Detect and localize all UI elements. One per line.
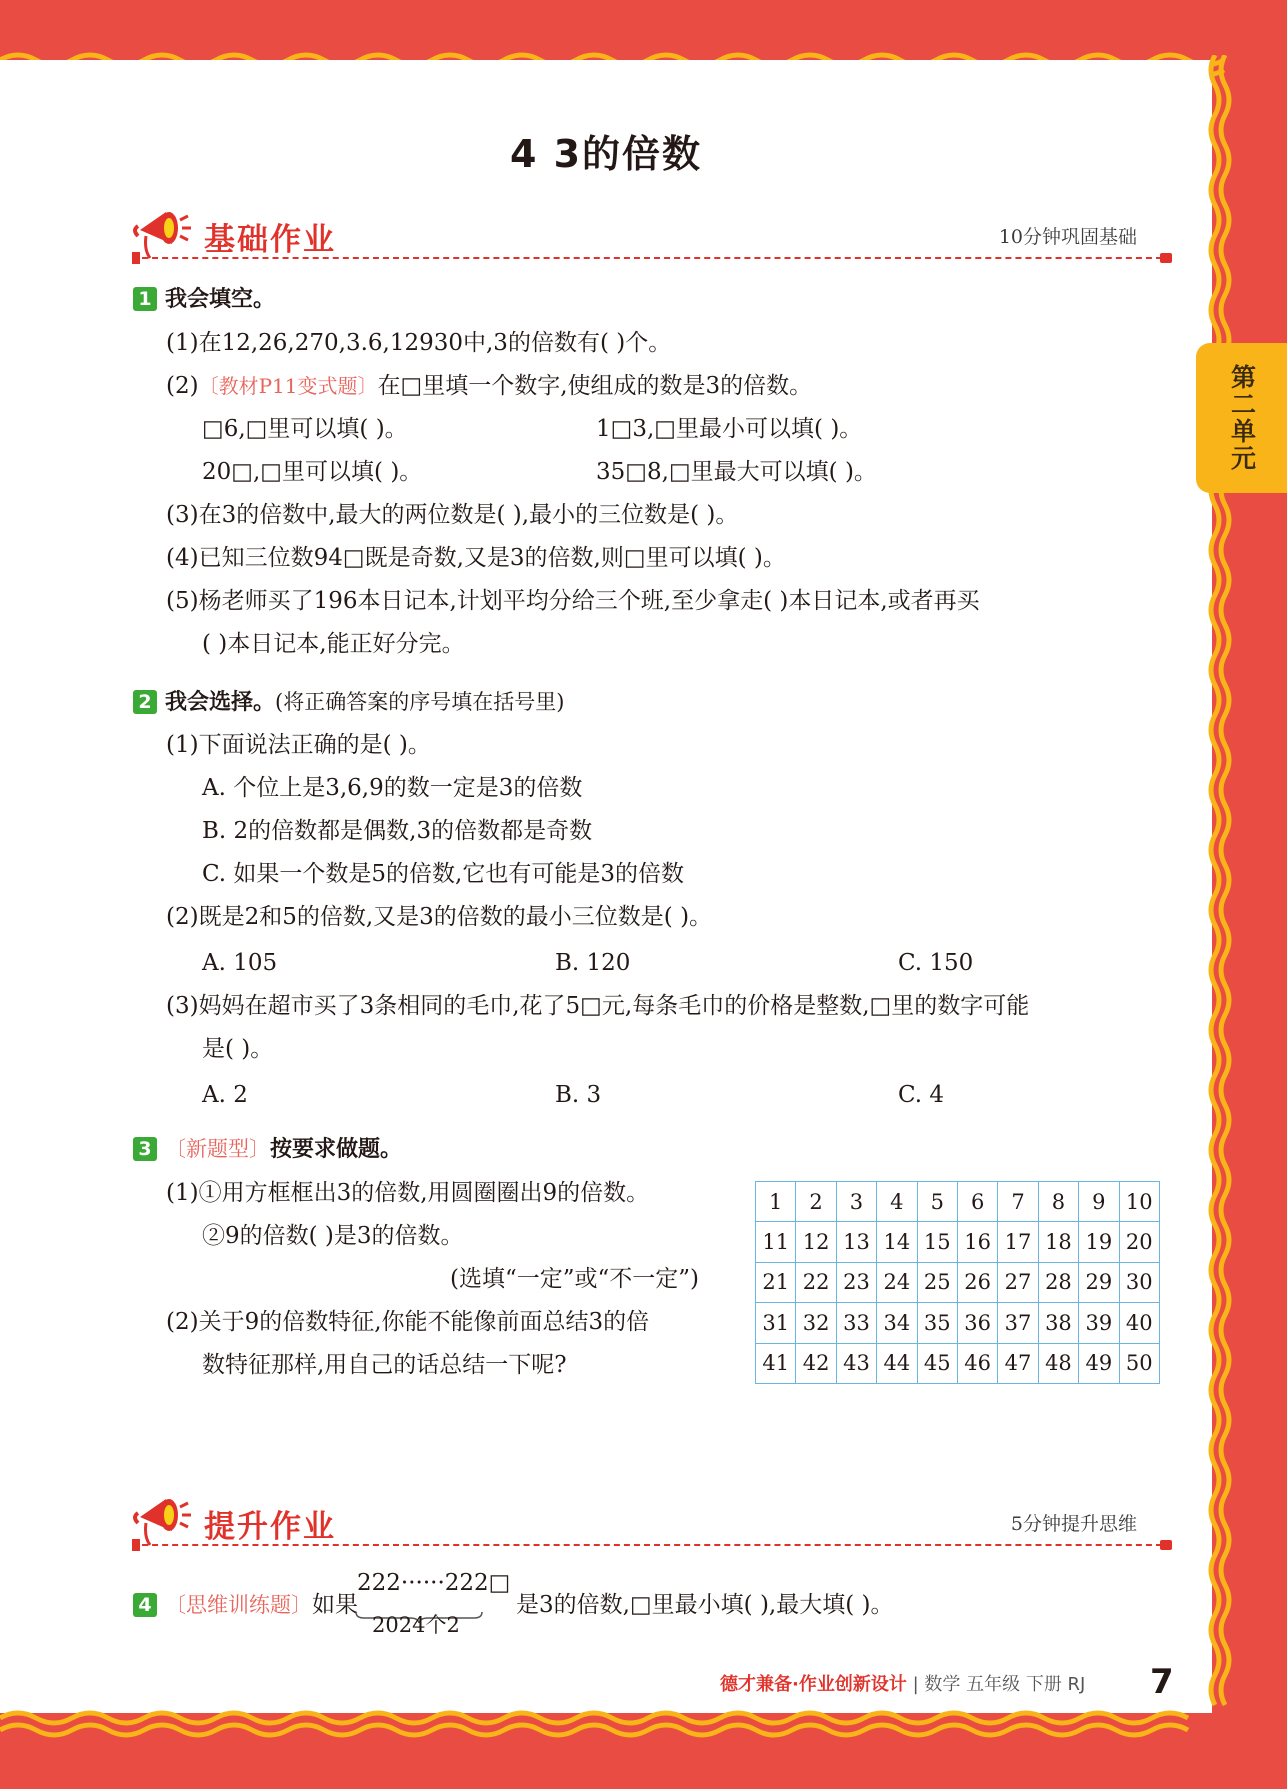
divider-cap-right [1160,253,1172,263]
q3-line-3: (选填“一定”或“不一定”) [450,1266,699,1292]
grid-cell[interactable]: 26 [957,1262,997,1302]
number-grid [755,1181,1160,1384]
q2-option-1b: B. 2的倍数都是偶数,3的倍数都是奇数 [202,818,593,844]
grid-cell[interactable]: 20 [1119,1222,1159,1262]
grid-row [756,1343,1160,1383]
q2-option-2a: A. 105 [202,950,278,976]
question-number: 4 [133,1593,157,1617]
q1-line-4b: 35□8,□里最大可以填( )。 [596,459,877,485]
grid-cell[interactable]: 33 [836,1303,876,1343]
grid-cell[interactable]: 45 [917,1343,957,1383]
unit-side-tab[interactable]: 第二单元 [1196,343,1287,493]
q2-option-1c: C. 如果一个数是5的倍数,它也有可能是3的倍数 [202,861,684,887]
question-2-heading: 2 我会选择。(将正确答案的序号填在括号里) [133,687,564,718]
footer-info: 数学 五年级 下册 RJ [924,1674,1086,1695]
q4-line: 是3的倍数,□里最小填( ),最大填( )。 [516,1592,894,1618]
section-header-basic [132,210,1172,270]
grid-cell[interactable]: 46 [957,1343,997,1383]
grid-cell[interactable]: 13 [836,1222,876,1262]
grid-row [756,1222,1160,1262]
grid-cell[interactable]: 15 [917,1222,957,1262]
grid-cell[interactable]: 41 [756,1343,796,1383]
q1-line-5: (3)在3的倍数中,最大的两位数是( ),最小的三位数是( )。 [166,502,739,528]
q2-line-1: (1)下面说法正确的是( )。 [166,732,431,758]
q3-line-1: (1)①用方框框出3的倍数,用圆圈圈出9的倍数。 [166,1180,650,1206]
q2-option-2c: C. 150 [898,950,974,976]
grid-cell[interactable]: 24 [877,1262,917,1302]
grid-cell[interactable]: 8 [1038,1182,1078,1222]
q4-repeated-number: 222······222□ [357,1570,511,1596]
divider-cap-left [132,1539,140,1551]
grid-cell[interactable]: 10 [1119,1182,1159,1222]
grid-cell[interactable]: 47 [998,1343,1038,1383]
grid-cell[interactable]: 7 [998,1182,1038,1222]
grid-cell[interactable]: 36 [957,1303,997,1343]
question-number: 3 [133,1137,157,1161]
grid-cell[interactable]: 22 [796,1262,836,1302]
q4-underbrace-label: 2024个2 [372,1613,460,1637]
grid-cell[interactable]: 21 [756,1262,796,1302]
grid-cell[interactable]: 23 [836,1262,876,1302]
q1-line-3b: 1□3,□里最小可以填( )。 [596,416,863,442]
q2-line-3b: 是( )。 [202,1036,274,1062]
question-3-heading: 3 〔新题型〕按要求做题。 [133,1134,402,1165]
page-title: 4 3的倍数 [509,132,703,176]
q2-option-3a: A. 2 [202,1082,248,1108]
grid-cell[interactable]: 16 [957,1222,997,1262]
wavy-border-bottom [0,1706,1287,1746]
grid-row [756,1262,1160,1302]
q2-line-2: (2)既是2和5的倍数,又是3的倍数的最小三位数是( )。 [166,904,713,930]
grid-row [756,1303,1160,1343]
grid-cell[interactable]: 19 [1079,1222,1119,1262]
q2-option-3b: B. 3 [555,1082,602,1108]
grid-cell[interactable]: 11 [756,1222,796,1262]
grid-cell[interactable]: 14 [877,1222,917,1262]
grid-cell[interactable]: 32 [796,1303,836,1343]
grid-cell[interactable]: 28 [1038,1262,1078,1302]
source-tag: 〔思维训练题〕 [165,1593,312,1617]
q3-line-5: 数特征那样,用自己的话总结一下呢? [202,1352,567,1378]
grid-cell[interactable]: 48 [1038,1343,1078,1383]
grid-cell[interactable]: 29 [1079,1262,1119,1302]
divider-cap-left [132,252,140,264]
q1-line-2: (2)〔教材P11变式题〕在□里填一个数字,使组成的数是3的倍数。 [166,373,813,399]
grid-cell[interactable]: 40 [1119,1303,1159,1343]
section-hint: 5分钟提升思维 [1010,1513,1137,1535]
question-1-heading: 1 我会填空。 [133,285,275,315]
question-4-heading: 4 〔思维训练题〕如果 [133,1590,358,1621]
grid-cell[interactable]: 35 [917,1303,957,1343]
question-number: 2 [133,690,157,714]
source-tag: 〔教材P11变式题〕 [198,374,378,398]
q2-option-3c: C. 4 [898,1082,945,1108]
q1-line-7: (5)杨老师买了196本日记本,计划平均分给三个班,至少拿走( )本日记本,或者再买 [166,588,980,614]
grid-cell[interactable]: 31 [756,1303,796,1343]
megaphone-icon [132,200,192,262]
grid-cell[interactable]: 27 [998,1262,1038,1302]
source-tag: 〔新题型〕 [165,1137,270,1161]
q1-line-8: ( )本日记本,能正好分完。 [202,631,465,657]
grid-cell[interactable]: 1 [756,1182,796,1222]
grid-cell[interactable]: 38 [1038,1303,1078,1343]
grid-cell[interactable]: 42 [796,1343,836,1383]
q2-option-1a: A. 个位上是3,6,9的数一定是3的倍数 [202,775,583,801]
page-number: 7 [1150,1662,1174,1702]
grid-cell[interactable]: 34 [877,1303,917,1343]
divider-cap-right [1160,1540,1172,1550]
grid-cell[interactable]: 12 [796,1222,836,1262]
grid-cell[interactable]: 50 [1119,1343,1159,1383]
q2-option-2b: B. 120 [555,950,631,976]
section-hint: 10分钟巩固基础 [998,226,1137,248]
q1-line-4a: 20□,□里可以填( )。 [202,459,423,485]
grid-cell[interactable]: 17 [998,1222,1038,1262]
grid-cell[interactable]: 18 [1038,1222,1078,1262]
footer: 德才兼备·作业创新设计 | 数学 五年级 下册 RJ [720,1674,1086,1695]
dashed-divider [132,1544,1172,1546]
q3-line-4: (2)关于9的倍数特征,你能不能像前面总结3的倍 [166,1309,650,1335]
megaphone-icon [132,1487,192,1549]
wavy-border-right [1205,55,1235,1715]
q3-line-2: ②9的倍数( )是3的倍数。 [202,1223,464,1249]
section-header-advanced [132,1497,1172,1557]
grid-cell[interactable]: 44 [877,1343,917,1383]
grid-cell[interactable]: 30 [1119,1262,1159,1302]
grid-cell[interactable]: 39 [1079,1303,1119,1343]
section-label: 提升作业 [204,1509,336,1545]
grid-cell[interactable]: 5 [917,1182,957,1222]
grid-cell[interactable]: 9 [1079,1182,1119,1222]
grid-cell[interactable]: 3 [836,1182,876,1222]
footer-brand: 德才兼备·作业创新设计 [720,1674,907,1695]
q1-line-6: (4)已知三位数94□既是奇数,又是3的倍数,则□里可以填( )。 [166,545,786,571]
q1-line-1: (1)在12,26,270,3.6,12930中,3的倍数有( )个。 [166,330,672,356]
grid-cell[interactable]: 43 [836,1343,876,1383]
grid-cell[interactable]: 6 [957,1182,997,1222]
grid-cell[interactable]: 25 [917,1262,957,1302]
grid-cell[interactable]: 37 [998,1303,1038,1343]
question-number: 1 [133,287,157,311]
grid-row [756,1182,1160,1222]
q2-line-3: (3)妈妈在超市买了3条相同的毛巾,花了5□元,每条毛巾的价格是整数,□里的数字可能 [166,993,1030,1019]
grid-cell[interactable]: 49 [1079,1343,1119,1383]
q1-line-3a: □6,□里可以填( )。 [202,416,408,442]
grid-cell[interactable]: 2 [796,1182,836,1222]
grid-cell[interactable]: 4 [877,1182,917,1222]
section-label: 基础作业 [204,222,336,258]
dashed-divider [132,257,1172,259]
